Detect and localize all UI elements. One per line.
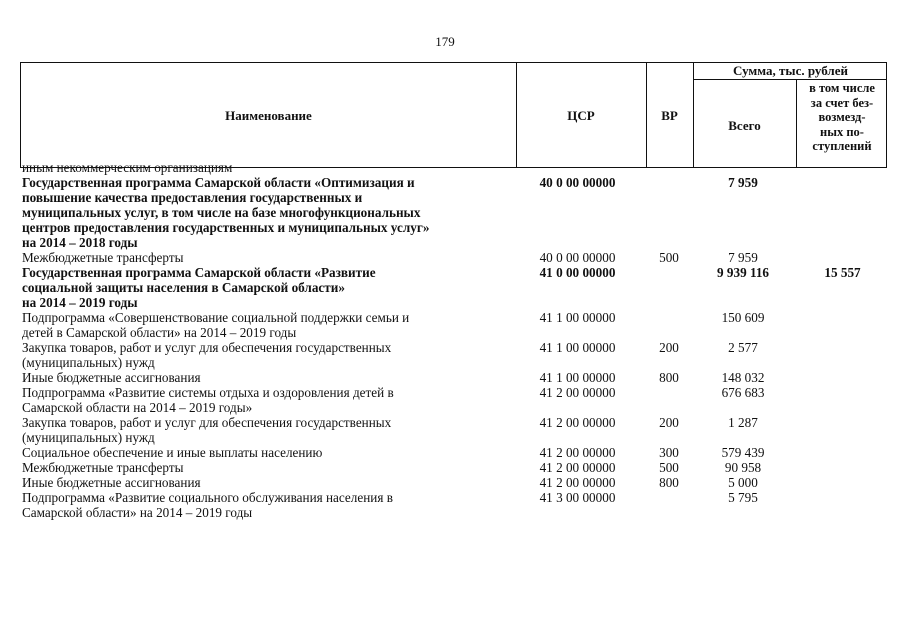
row-name-line: детей в Самарской области» на 2014 – 2019 годы: [22, 325, 297, 340]
row-name: [20, 160, 517, 175]
row-name-line: Подпрограмма «Развитие системы отдыха и оздоровления детей в: [22, 385, 394, 400]
row-total: 9 939 116: [716, 265, 770, 280]
row-csr: 41 2 00 00000: [539, 445, 616, 460]
row-name: [20, 460, 517, 475]
table-row: [20, 265, 887, 310]
row-total: 2 577: [728, 340, 758, 355]
row-csr: 41 2 00 00000: [539, 460, 616, 475]
row-name-line: Подпрограмма «Совершенствование социальной поддержки семьи и: [22, 310, 410, 325]
row-name-line: Государственная программа Самарской области «Развитие: [22, 265, 376, 280]
row-csr: 41 2 00 00000: [539, 475, 616, 490]
row-name-line: муниципальных услуг, в том числе на базе многофункциональных: [22, 205, 421, 220]
table-row: [20, 160, 887, 175]
header-name: Наименование: [225, 108, 312, 123]
row-vr: 200: [659, 340, 679, 355]
header-divider: [693, 79, 886, 80]
table-row: [20, 340, 887, 370]
row-vr: 800: [659, 370, 679, 385]
row-name: [20, 370, 517, 385]
row-vr: 200: [659, 415, 679, 430]
table-row: [20, 490, 887, 520]
row-name-line: на 2014 – 2018 годы: [22, 235, 138, 250]
row-name: [20, 415, 517, 445]
row-csr: 41 1 00 00000: [539, 370, 616, 385]
row-csr: 41 2 00 00000: [539, 415, 616, 430]
table-header: [20, 62, 887, 168]
row-name-line: Государственная программа Самарской области «Оптимизация и: [22, 175, 415, 190]
row-total: 90 958: [724, 460, 762, 475]
row-name: [20, 265, 517, 310]
row-name-line: Самарской области» на 2014 – 2019 годы: [22, 505, 253, 520]
row-total: 7 959: [728, 175, 758, 190]
table-body: [20, 160, 887, 520]
row-name-line: социальной защиты населения в Самарской области»: [22, 280, 345, 295]
row-free: 15 557: [824, 265, 861, 280]
row-total: 1 287: [728, 415, 758, 430]
row-name: [20, 475, 517, 490]
header-sum-group: Сумма, тыс. рублей: [733, 63, 848, 78]
row-name: [20, 385, 517, 415]
page-number: 179: [435, 34, 455, 49]
table-row: [20, 370, 887, 385]
row-total: 150 609: [721, 310, 765, 325]
header-incl-free-line: за счет без-: [810, 95, 874, 110]
header-incl-free: [796, 81, 888, 154]
row-name-line: (муниципальных) нужд: [22, 355, 155, 370]
table-row: [20, 460, 887, 475]
row-total: 148 032: [721, 370, 765, 385]
row-name-line: Самарской области на 2014 – 2019 годы»: [22, 400, 253, 415]
row-total: 7 959: [728, 250, 758, 265]
row-vr: 300: [659, 445, 679, 460]
row-csr: 40 0 00 00000: [539, 250, 616, 265]
row-csr: 41 1 00 00000: [539, 340, 616, 355]
table-row: [20, 250, 887, 265]
row-csr: 41 2 00 00000: [539, 385, 616, 400]
row-name-line: Иные бюджетные ассигнования: [22, 370, 201, 385]
row-name: [20, 490, 517, 520]
row-name-line: на 2014 – 2019 годы: [22, 295, 138, 310]
header-incl-free-line: возмезд-: [818, 110, 866, 124]
row-name-line: (муниципальных) нужд: [22, 430, 155, 445]
row-name: [20, 310, 517, 340]
row-vr: 800: [659, 475, 679, 490]
row-name-line: Межбюджетные трансферты: [22, 460, 184, 475]
row-vr: 500: [659, 460, 679, 475]
row-name: [20, 250, 517, 265]
table-row: [20, 445, 887, 460]
table-row: [20, 310, 887, 340]
table-row: [20, 385, 887, 415]
row-name-line: Закупка товаров, работ и услуг для обеспечения государственных: [22, 340, 392, 355]
header-incl-free-line: ступлений: [812, 139, 872, 153]
row-total: 5 000: [728, 475, 758, 490]
header-csr: ЦСР: [567, 108, 595, 123]
row-name-line: Иные бюджетные ассигнования: [22, 475, 201, 490]
row-name: [20, 445, 517, 460]
row-total: 5 795: [728, 490, 758, 505]
row-name-line: центров предоставления государственных и муниципальных услуг»: [22, 220, 430, 235]
row-csr: 41 3 00 00000: [539, 490, 616, 505]
table-row: [20, 475, 887, 490]
table-row: [20, 415, 887, 445]
row-vr: 500: [659, 250, 679, 265]
row-name: [20, 340, 517, 370]
row-name: [20, 175, 517, 250]
row-total: 676 683: [721, 385, 765, 400]
row-name-line: Подпрограмма «Развитие социального обслуживания населения в: [22, 490, 393, 505]
row-name-line: повышение качества предоставления государственных и: [22, 190, 363, 205]
header-total: Всего: [728, 118, 761, 133]
row-name-line: иным некоммерческим организациям: [22, 160, 233, 175]
row-name-line: Межбюджетные трансферты: [22, 250, 184, 265]
header-incl-free-line: в том числе: [809, 81, 875, 95]
header-incl-free-line: ных по-: [820, 124, 864, 139]
row-name-line: Закупка товаров, работ и услуг для обеспечения государственных: [22, 415, 392, 430]
row-total: 579 439: [721, 445, 765, 460]
table-row: [20, 175, 887, 250]
row-csr: 41 0 00 00000: [539, 265, 616, 280]
row-csr: 40 0 00 00000: [539, 175, 616, 190]
header-vr: ВР: [661, 108, 678, 123]
row-csr: 41 1 00 00000: [539, 310, 616, 325]
row-name-line: Социальное обеспечение и иные выплаты населению: [22, 445, 323, 460]
